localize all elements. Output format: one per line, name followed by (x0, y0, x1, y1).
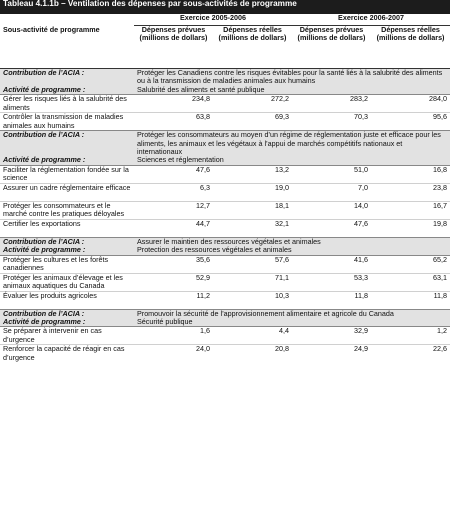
activity-row (0, 246, 450, 255)
actual-2006-value: 1,2 (371, 327, 450, 345)
planned-2005-value: 1,6 (134, 327, 213, 345)
planned-2006-value: 32,9 (292, 327, 371, 345)
subactivity-column-header: Sous-activité de programme (0, 26, 134, 69)
planned-2005-value: 11,2 (134, 291, 213, 309)
table-row (0, 345, 450, 363)
subactivity-name: Assurer un cadre réglementaire efficace (0, 183, 134, 201)
planned-2006-value: 51,0 (292, 165, 371, 183)
actual-2006-value: 11,8 (371, 291, 450, 309)
actual-2006-value: 19,8 (371, 219, 450, 237)
subactivity-name: Certifier les exportations (0, 219, 134, 237)
subactivity-name: Renforcer la capacité de réagir en cas d’urgence (3, 344, 125, 362)
activity-text: Salubrité des aliments et santé publique (134, 86, 450, 95)
planned-2006-value: 283,2 (292, 95, 371, 113)
contribution-row (0, 69, 450, 86)
planned-2006-value: 41,6 (292, 255, 371, 273)
actual-2006-value: 16,8 (371, 165, 450, 183)
table-caption: Tableau 4.1.1b – Ventilation des dépenses par sous-activités de programme (0, 0, 450, 14)
actual-2005-value: 71,1 (213, 273, 292, 291)
activity-text: Sciences et réglementation (134, 156, 450, 165)
activity-label: Activité de programme : (0, 318, 134, 327)
subactivity-name: Protéger les animaux d’élevage et les animaux aquatiques du Canada (0, 273, 134, 291)
planned-2006-value: 47,6 (292, 219, 371, 237)
subactivity-name: Gérer les risques liés à la salubrité des aliments (0, 95, 134, 113)
contribution-text: Assurer le maintien des ressources végétales et animales (134, 237, 450, 246)
table-row (0, 273, 450, 291)
actual-2005-value: 20,8 (275, 344, 289, 354)
planned-2006-value: 7,0 (292, 183, 371, 201)
planned-header-2005: Dépenses prévues (millions de dollars) (134, 26, 213, 69)
table-row (0, 201, 450, 219)
planned-2005-value: 52,9 (134, 273, 213, 291)
actual-2005-value: 272,2 (213, 95, 292, 113)
activity-text: Protection des ressources végétales et animales (134, 246, 450, 255)
subactivity-name: Se préparer à intervenir en cas d’urgence (0, 327, 134, 345)
actual-header-2006: Dépenses réelles (millions de dollars) (371, 26, 450, 69)
actual-2006-value: 63,1 (371, 273, 450, 291)
planned-2005-value: 35,6 (134, 255, 213, 273)
actual-2006-value: 284,0 (371, 95, 450, 113)
actual-2005-value: 32,1 (213, 219, 292, 237)
table-row (0, 165, 450, 183)
actual-2005-value: 57,6 (213, 255, 292, 273)
subactivity-name: Évaluer les produits agricoles (0, 291, 134, 309)
contribution-text: Protéger les Canadiens contre les risques évitables pour la santé liés à la salubrité des aliments ou à la transmission de maladies animales aux humains (134, 69, 450, 86)
actual-2005-value: 4,4 (213, 327, 292, 345)
contribution-label: Contribution de l’ACIA : (0, 69, 134, 86)
year-2006-2007: Exercice 2006-2007 (292, 14, 450, 26)
activity-label: Activité de programme : (0, 86, 134, 95)
contribution-label: Contribution de l’ACIA : (0, 237, 134, 246)
planned-2006-value: 11,8 (292, 291, 371, 309)
caption-row (0, 0, 450, 14)
table-row (0, 219, 450, 237)
contribution-text: Promouvoir la sécurité de l’approvisionnement alimentaire et agricole du Canada (134, 309, 450, 318)
planned-2005-value: 47,6 (134, 165, 213, 183)
planned-header-2006: Dépenses prévues (millions de dollars) (292, 26, 371, 69)
planned-2005-value: 24,0 (196, 344, 210, 354)
column-header-row (0, 26, 450, 69)
year-header-row (0, 14, 450, 26)
planned-2005-value: 12,7 (134, 201, 213, 219)
table-row (0, 327, 450, 345)
planned-2006-value: 53,3 (292, 273, 371, 291)
table-row (0, 291, 450, 309)
activity-row (0, 156, 450, 165)
actual-2005-value: 18,1 (213, 201, 292, 219)
year-spacer (0, 14, 134, 26)
planned-2006-value: 70,3 (292, 113, 371, 131)
contribution-text: Protéger les consommateurs au moyen d’un régime de réglementation juste et efficace pour les aliments, les animaux et les végétaux à l’appui de marchés compétitifs nationaux et internationaux (134, 131, 450, 157)
planned-2006-value: 24,9 (354, 344, 368, 354)
planned-2005-value: 6,3 (134, 183, 213, 201)
actual-2006-value: 16,7 (371, 201, 450, 219)
contribution-row (0, 131, 450, 157)
actual-2006-value: 22,6 (433, 344, 448, 354)
planned-2005-value: 44,7 (134, 219, 213, 237)
actual-2006-value: 95,6 (371, 113, 450, 131)
actual-header-2005: Dépenses réelles (millions de dollars) (213, 26, 292, 69)
actual-2005-value: 10,3 (213, 291, 292, 309)
activity-label: Activité de programme : (0, 156, 134, 165)
year-2005-2006: Exercice 2005-2006 (134, 14, 292, 26)
table-row (0, 95, 450, 113)
actual-2006-value: 65,2 (371, 255, 450, 273)
actual-2005-value: 69,3 (213, 113, 292, 131)
planned-2006-value: 14,0 (292, 201, 371, 219)
planned-2005-value: 63,8 (134, 113, 213, 131)
contribution-label: Contribution de l’ACIA : (0, 131, 134, 157)
subactivity-name: Faciliter la réglementation fondée sur la science (0, 165, 134, 183)
subactivity-name: Protéger les consommateurs et le marché contre les pratiques déloyales (0, 201, 134, 219)
subactivity-name: Protéger les cultures et les forêts canadiennes (0, 255, 134, 273)
subactivity-name: Contrôler la transmission de maladies animales aux humains (0, 113, 134, 131)
planned-2005-value: 234,8 (134, 95, 213, 113)
activity-label: Activité de programme : (0, 246, 134, 255)
table-row (0, 255, 450, 273)
contribution-label: Contribution de l’ACIA : (0, 309, 134, 318)
activity-text: Sécurité publique (134, 318, 450, 327)
table-row (0, 113, 450, 131)
actual-2005-value: 13,2 (213, 165, 292, 183)
actual-2006-value: 23,8 (371, 183, 450, 201)
actual-2005-value: 19,0 (213, 183, 292, 201)
table-row (0, 183, 450, 201)
